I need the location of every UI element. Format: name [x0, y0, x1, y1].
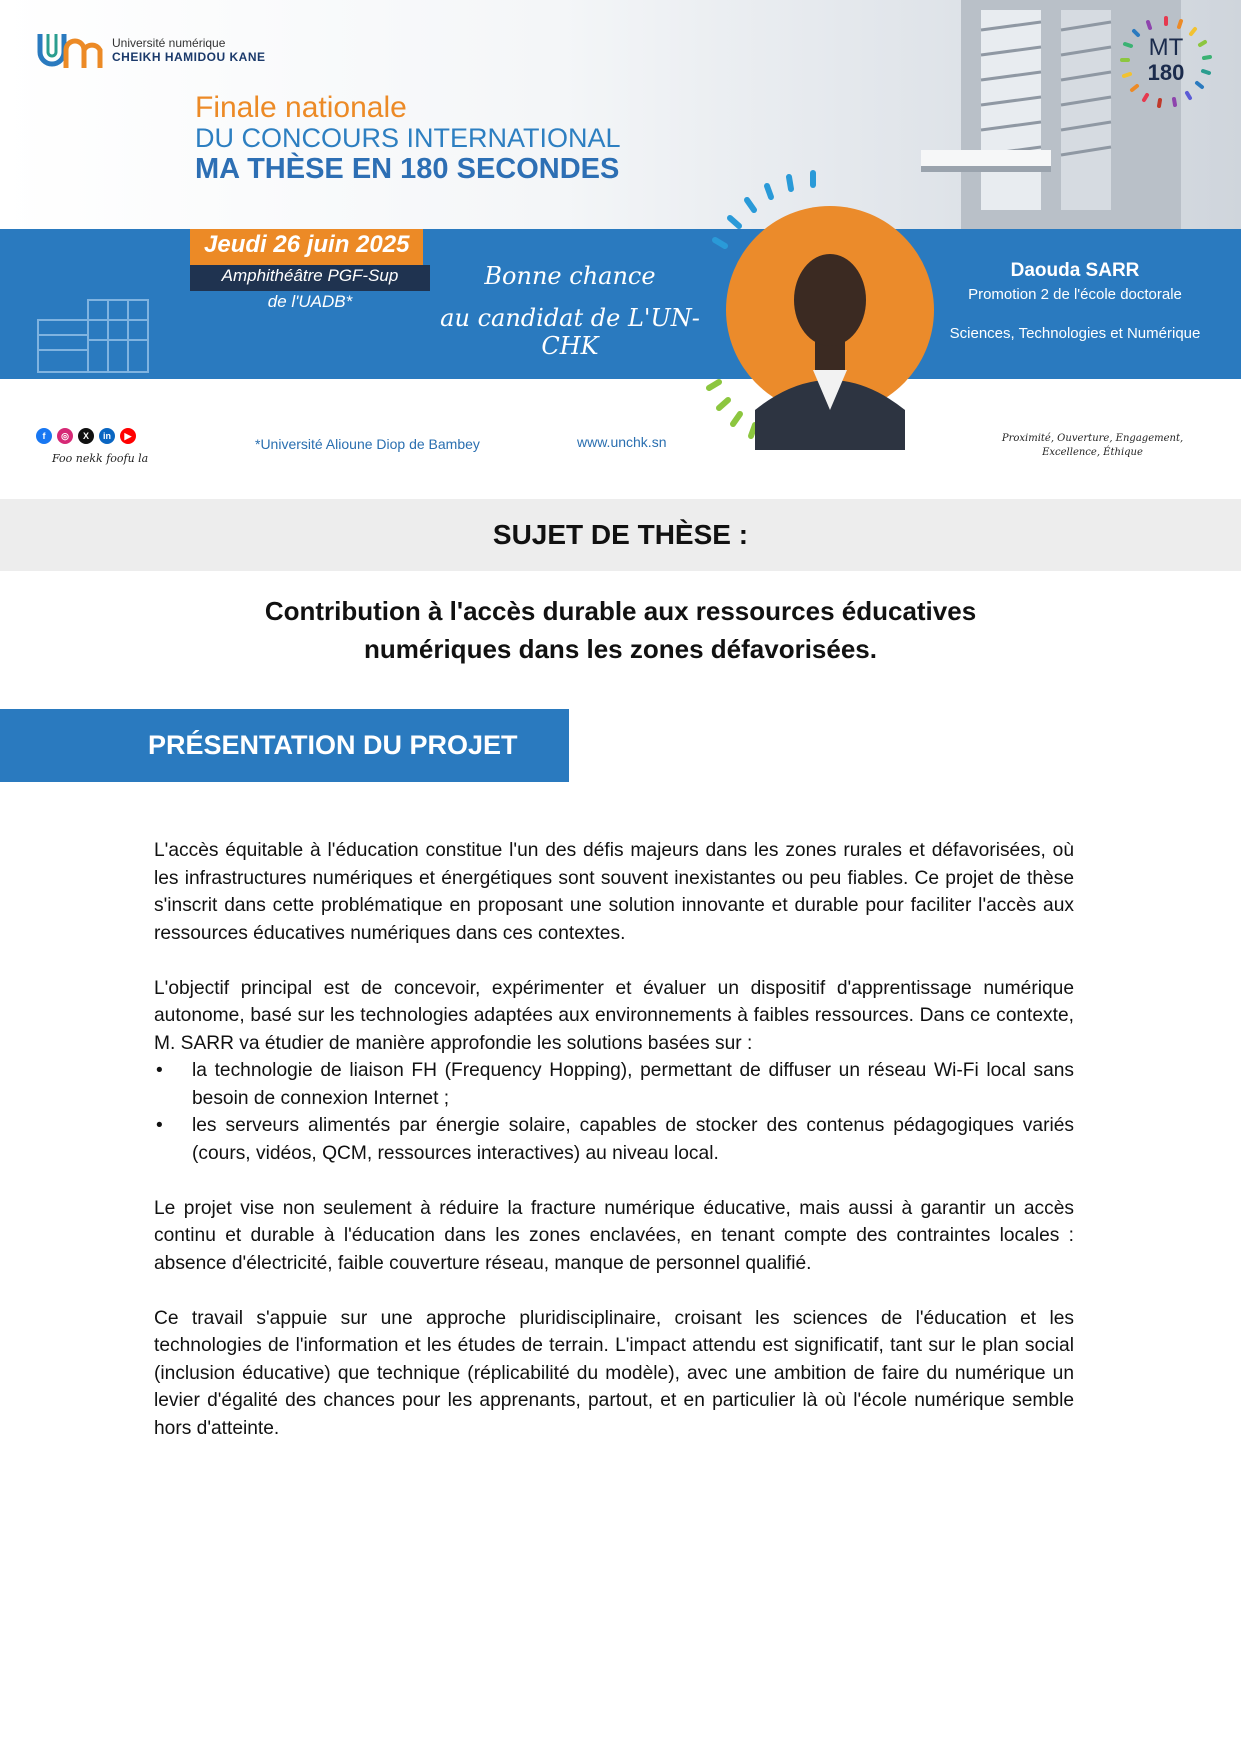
university-values [1000, 432, 1185, 460]
title-line3: MA THÈSE EN 180 SECONDES [195, 153, 620, 186]
event-banner [0, 0, 1241, 465]
subject-band [0, 499, 1241, 571]
university-name-line1: Université numérique [112, 36, 226, 51]
event-title [195, 92, 621, 187]
title-line1: Finale nationale [195, 91, 407, 124]
list-item-text: la technologie de liaison FH (Frequency Hopping), permettant de diffuser un réseau Wi-Fi local sans besoin de connexion Internet ; [192, 1060, 1074, 1109]
presentation-heading: PRÉSENTATION DU PROJET [148, 730, 518, 760]
paragraph-2: L'objectif principal est de concevoir, expérimenter et évaluer un dispositif d'apprentissage numérique autonome, basé sur les technologies adaptées aux environnements à faibles ressources. Dans ce contexte, M. SARR va étudier de manière approfondie les solutions basées sur : [154, 977, 1074, 1054]
subject-heading: SUJET DE THÈSE : [492, 519, 749, 550]
title-line2: DU CONCOURS INTERNATIONAL [195, 122, 621, 153]
mt-logo-number: 180 [1147, 60, 1185, 85]
university-name-line2: CHEIKH HAMIDOU KANE [112, 50, 266, 64]
campus-illustration [36, 290, 156, 375]
list-item-text: les serveurs alimentés par énergie solaire, capables de stocker des contenus pédagogiques variés (cours, vidéos, QCM, ressources interactives) au niveau local. [192, 1115, 1074, 1164]
paragraph-3: Le projet vise non seulement à réduire la fracture numérique éducative, mais aussi à garantir un accès continu et durable à l'éducation dans les zones enclavées, en tenant compte des contraintes locales : absence d'électricité, faible couverture réseau, manque de personnel qualifié. [154, 1197, 1074, 1274]
venue-line2: de l'UADB* [267, 292, 353, 311]
mt-logo-text: MT [1148, 34, 1184, 61]
university-logo [36, 28, 266, 74]
paragraph-4: Ce travail s'appuie sur une approche pluridisciplinaire, croisant les sciences de l'éducation et les technologies de l'information et les études de terrain. L'impact attendu est significatif, tant sur le plan social (inclusion éducative) que technique (réplicabilité du modèle), avec une ambition de faire du numérique un levier d'égalité des chances pour les apprenants, partout, et en particulier là où l'école numérique semble hors d'atteinte. [154, 1307, 1074, 1439]
social-links [36, 428, 136, 444]
candidate-info [935, 260, 1215, 342]
good-luck-message [430, 262, 710, 360]
bullet-icon: • [156, 1115, 163, 1136]
uadb-footnote: *Université Alioune Diop de Bambey [255, 436, 480, 452]
instagram-icon[interactable]: ◎ [57, 428, 73, 444]
bullet-icon: • [156, 1060, 163, 1081]
thesis-title-line2: numériques dans les zones défavorisées. [364, 633, 877, 664]
un-chk-logo-icon [36, 28, 102, 74]
event-date: Jeudi 26 juin 2025 [204, 231, 410, 258]
x-twitter-icon[interactable]: X [78, 428, 94, 444]
website-link[interactable]: www.unchk.sn [577, 434, 667, 450]
facebook-icon[interactable]: f [36, 428, 52, 444]
venue-line1: Amphithéâtre PGF-Sup [221, 266, 399, 285]
luck-line1: Bonne chance [484, 262, 656, 290]
luck-line2: au candidat de L'UN-CHK [440, 304, 700, 360]
list-item [154, 1112, 1074, 1167]
candidate-promotion: Promotion 2 de l'école doctorale [968, 286, 1182, 303]
motto: Foo nekk foofu la [52, 452, 149, 465]
technology-list [154, 1057, 1074, 1167]
presentation-heading-box [0, 709, 569, 782]
youtube-icon[interactable]: ▶ [120, 428, 136, 444]
candidate-name: Daouda SARR [1010, 260, 1140, 281]
candidate-portrait [705, 160, 955, 450]
thesis-title-line1: Contribution à l'accès durable aux ressources éducatives [264, 596, 977, 626]
presentation-content [154, 837, 1074, 1470]
values-line2: Excellence, Éthique [1042, 447, 1143, 458]
candidate-field: Sciences, Technologies et Numérique [949, 325, 1201, 342]
date-badge [190, 229, 423, 265]
linkedin-icon[interactable]: in [99, 428, 115, 444]
values-line1: Proximité, Ouverture, Engagement, [1001, 433, 1184, 444]
thesis-title [130, 593, 1111, 668]
paragraph-1: L'accès équitable à l'éducation constitue l'un des défis majeurs dans les zones rurales et défavorisées, où les infrastructures numériques et énergétiques sont souvent inexistantes ou peu fiables. Ce projet de thèse s'inscrit dans cette problématique en proposant une solution innovante et durable pour faciliter l'accès aux ressources éducatives numériques dans ces contextes. [154, 840, 1074, 944]
list-item [154, 1057, 1074, 1112]
